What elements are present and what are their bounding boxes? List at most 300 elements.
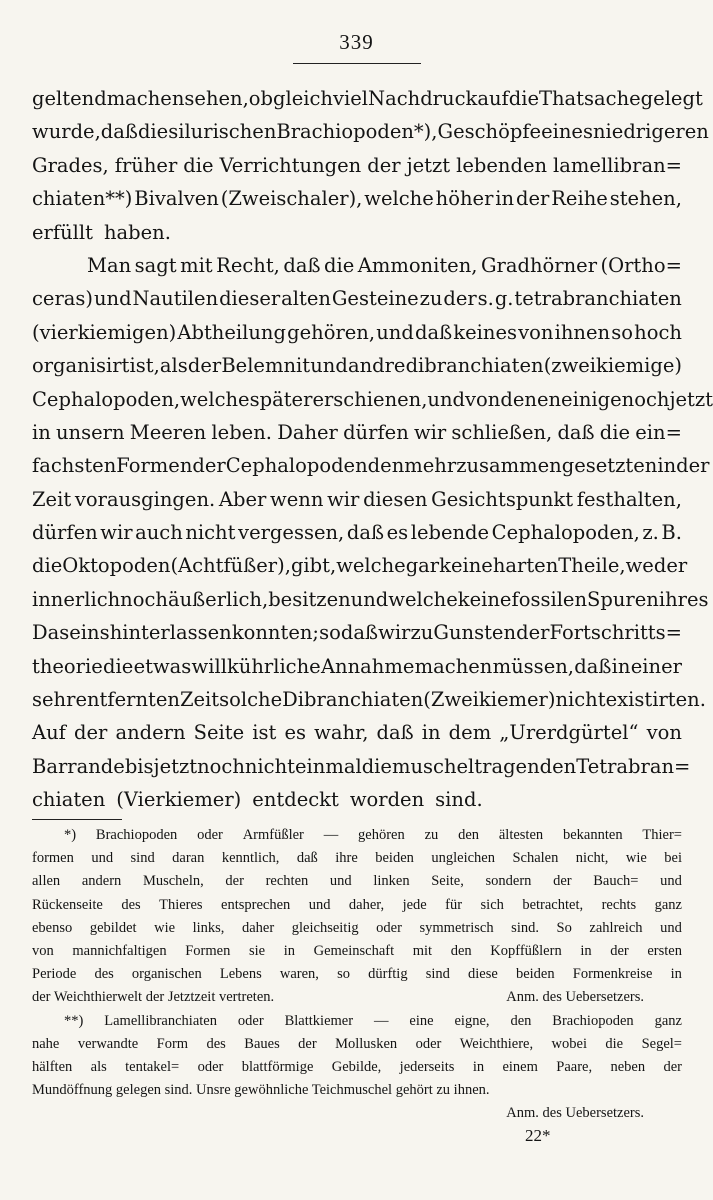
word: des <box>121 896 141 913</box>
word: Zeit <box>32 487 72 511</box>
word: es <box>386 521 409 545</box>
word: es <box>284 721 307 745</box>
word: Aber <box>218 487 267 511</box>
word: des <box>206 1035 226 1052</box>
word: gibt, <box>290 554 337 578</box>
word: jetzt <box>153 754 198 778</box>
word: ältesten <box>498 827 544 843</box>
word: erfüllt <box>32 220 93 244</box>
word: Thatsache <box>538 87 641 110</box>
word: daß <box>296 850 318 867</box>
footnote-line <box>32 1033 682 1056</box>
word: wir <box>100 521 133 545</box>
word: Gunsten <box>433 621 517 645</box>
word: denen <box>500 387 562 411</box>
word: entfernten <box>75 688 180 712</box>
text-line <box>32 115 709 148</box>
word: chiaten <box>32 788 106 812</box>
word: existirten. <box>605 688 706 712</box>
footnote-line <box>32 847 682 870</box>
word: Ammoniten, <box>357 253 478 277</box>
word: harten <box>492 554 559 578</box>
word: keines <box>453 320 517 344</box>
word: den <box>510 1012 532 1029</box>
word: Lamellibranchiaten <box>104 1012 217 1029</box>
word: ersten <box>647 942 682 959</box>
word: Lebens <box>219 966 262 983</box>
word: zahlreich <box>589 919 643 936</box>
footnote-line <box>32 824 682 847</box>
word: wir <box>378 621 411 645</box>
word: und <box>329 873 352 890</box>
word: konnten; <box>231 621 319 645</box>
word: von <box>32 942 54 959</box>
word: machen <box>106 87 185 110</box>
word: Segel= <box>641 1035 682 1052</box>
footnote-line <box>32 1056 682 1079</box>
word: daher, <box>348 896 385 913</box>
word: geltend <box>32 87 107 110</box>
word: daß <box>283 253 321 277</box>
word: dürftig <box>368 966 408 983</box>
word: welche <box>388 587 458 611</box>
word: sind <box>130 850 155 867</box>
word: die <box>103 654 134 678</box>
word: sehr <box>32 688 76 712</box>
word: die <box>605 1035 624 1052</box>
word: daß <box>100 120 138 144</box>
word: dibranchiaten <box>405 354 544 378</box>
word: Formen <box>185 942 231 959</box>
word: ein= <box>635 420 682 444</box>
footnote-line <box>32 1079 682 1102</box>
text-line <box>32 149 682 182</box>
word: Cephalopoden, <box>491 521 640 545</box>
word: und <box>91 850 114 867</box>
word: daß <box>376 721 414 745</box>
word: festhalten, <box>576 487 682 511</box>
word: keine <box>439 554 493 578</box>
word: und <box>376 320 414 344</box>
text-line <box>32 249 682 282</box>
word: Dibranchiaten <box>282 688 424 712</box>
word: Seite <box>193 721 245 745</box>
word: Cephalopoden <box>225 454 368 478</box>
word: Meeren <box>129 420 207 444</box>
word: daß <box>346 521 384 545</box>
word: ganz <box>654 1012 682 1029</box>
word: bekannten <box>562 827 623 843</box>
word: linken <box>373 873 410 890</box>
word: dem <box>448 721 492 745</box>
word: einige <box>561 387 622 411</box>
word: nicht <box>244 754 295 778</box>
word: Zeit <box>179 688 220 712</box>
text-line <box>32 316 682 349</box>
word: ihre <box>335 850 358 867</box>
word: Bauch= <box>593 873 639 890</box>
word: jede <box>402 896 427 913</box>
word: Seite, <box>431 873 464 890</box>
word: oder <box>415 1035 442 1052</box>
word: Brachiopoden*), <box>276 120 438 144</box>
word: für <box>445 896 463 913</box>
word: blattförmige <box>241 1058 314 1075</box>
word: Belemnit <box>221 354 311 378</box>
word: z. <box>642 521 659 545</box>
word: noch <box>120 587 168 611</box>
word: einmal <box>295 754 362 778</box>
word: hälften <box>32 1058 73 1075</box>
footnote-line <box>32 894 682 917</box>
footnote-text: der Weichthierwelt der Jetztzeit vertreten. <box>32 989 275 1006</box>
text-line <box>32 282 682 315</box>
word: hinterlassen <box>109 621 232 645</box>
word: einer <box>630 654 682 678</box>
word: erschienen, <box>312 387 428 411</box>
word: hoch <box>634 320 682 344</box>
word: g. <box>494 287 514 311</box>
word: organischen <box>131 966 202 983</box>
word: Formenkreise <box>572 966 653 983</box>
word: Thieres <box>159 896 203 913</box>
word: Man <box>87 253 132 277</box>
word: daß <box>340 621 379 645</box>
word: Thier= <box>642 827 682 843</box>
text-line <box>32 349 682 382</box>
word: zusammengesetzten <box>456 454 658 478</box>
word: Gemeinschaft <box>313 942 395 959</box>
word: von <box>465 387 501 411</box>
word: und <box>310 354 348 378</box>
word: äußerlich, <box>167 587 269 611</box>
word: Reihe <box>551 187 608 211</box>
word: symmetrisch <box>419 919 494 936</box>
word: links, <box>192 919 225 936</box>
footnote-line <box>32 917 682 940</box>
word: „Urerdgürtel“ <box>499 721 639 745</box>
word: mit <box>412 942 433 959</box>
word: machen <box>414 654 493 678</box>
word: alten <box>281 287 331 311</box>
word: und <box>660 919 682 936</box>
text-line <box>32 616 682 649</box>
word: sie <box>248 942 266 959</box>
word: viel <box>333 87 369 110</box>
word: Cephalopoden, <box>32 387 181 411</box>
footnote-line <box>32 1010 682 1033</box>
word: die <box>599 420 631 444</box>
word: (Achtfüßer), <box>170 554 291 578</box>
word: wie <box>154 919 176 936</box>
word: lebende <box>410 521 490 545</box>
word: wenn <box>270 487 324 511</box>
word: zu <box>410 621 434 645</box>
word: bis <box>124 754 154 778</box>
word: Paare, <box>556 1058 593 1075</box>
word: mehr <box>404 454 457 478</box>
word: welche <box>336 554 406 578</box>
word: und <box>308 896 331 913</box>
text-line <box>32 549 688 582</box>
word: Annahme <box>320 654 415 678</box>
word: weder <box>625 554 688 578</box>
word: diesen <box>363 487 428 511</box>
word: jetzt <box>669 387 713 411</box>
translator-note-signature: Anm. des Uebersetzers. <box>506 989 644 1006</box>
text-line <box>32 216 682 249</box>
word: dürfen <box>32 521 98 545</box>
word: allen <box>32 873 61 890</box>
word: Weichthiere, <box>459 1035 534 1052</box>
word: sehen, <box>184 87 249 110</box>
word: wie <box>625 850 647 867</box>
footnote-line <box>32 963 682 986</box>
word: nicht, <box>575 850 609 867</box>
text-line <box>32 650 682 683</box>
word: sagt <box>134 253 177 277</box>
text-line <box>32 750 691 783</box>
word: andern <box>115 721 186 745</box>
word: Baues <box>244 1035 280 1052</box>
word: (Ortho= <box>600 253 682 277</box>
footnote-line <box>32 986 682 1009</box>
word: die <box>32 554 63 578</box>
word: ihres <box>658 587 709 611</box>
word: (Zweikiemer) <box>423 688 556 712</box>
word: welche <box>364 187 434 211</box>
word: rechten <box>265 873 309 890</box>
word: der <box>298 1035 317 1052</box>
word: bei <box>664 850 682 867</box>
word: (Zweischaler), <box>220 187 363 211</box>
word: Formen <box>116 454 193 478</box>
word: der <box>516 621 550 645</box>
word: ist, <box>129 354 160 378</box>
word: der <box>443 287 477 311</box>
word: Geschöpfe <box>437 120 542 144</box>
word: welche <box>180 387 250 411</box>
word: Gesichtspunkt <box>431 487 574 511</box>
word: so <box>319 621 341 645</box>
word: gleichseitig <box>291 919 359 936</box>
word: Oktopoden <box>62 554 171 578</box>
word: nicht <box>185 521 236 545</box>
word: unsern <box>56 420 125 444</box>
word: Schalen <box>512 850 559 867</box>
word: lamellibran= <box>553 153 682 177</box>
word: Gradhörner <box>480 253 598 277</box>
word: müssen, <box>492 654 574 678</box>
word: eines <box>541 120 593 144</box>
word: sind <box>425 966 450 983</box>
word: Recht, <box>216 253 280 277</box>
word: oder <box>197 1058 224 1075</box>
word: fachsten <box>32 454 117 478</box>
word: von <box>646 721 682 745</box>
word: Spuren <box>587 587 659 611</box>
word: in <box>580 942 592 959</box>
word: lebenden <box>456 153 548 177</box>
footnotes <box>32 824 682 1125</box>
word: andre <box>347 354 406 378</box>
word: dieser <box>219 287 281 311</box>
word: von <box>518 320 554 344</box>
word: oder <box>197 827 223 843</box>
word: gehören, <box>287 320 376 344</box>
word: die <box>361 754 392 778</box>
word: *) <box>64 827 77 843</box>
word: ebenso <box>32 919 73 936</box>
word: in <box>283 942 295 959</box>
word: B. <box>661 521 682 545</box>
word: daß <box>557 420 595 444</box>
word: die <box>508 87 539 110</box>
word: Periode <box>32 966 77 983</box>
word: haben. <box>103 220 171 244</box>
word: kenntlich, <box>221 850 280 867</box>
word: s. <box>477 287 494 311</box>
word: willkührliche <box>191 654 321 678</box>
word: Fortschritts= <box>549 621 682 645</box>
word: auf <box>477 87 509 110</box>
word: mannichfaltigen <box>72 942 167 959</box>
word: jederseits <box>399 1058 455 1075</box>
word: vorausgingen. <box>74 487 216 511</box>
word: als <box>159 354 188 378</box>
word: und <box>427 387 466 411</box>
word: waren, <box>279 966 319 983</box>
word: diese <box>468 966 498 983</box>
word: der <box>225 873 244 890</box>
main-text <box>32 82 713 817</box>
word: nicht <box>555 688 606 712</box>
word: und <box>93 287 132 311</box>
word: Daseins <box>32 621 110 645</box>
word: in <box>421 721 441 745</box>
word: höher <box>435 187 494 211</box>
text-line <box>32 449 710 482</box>
word: Tetrabran= <box>576 754 691 778</box>
word: den <box>367 454 405 478</box>
word: — <box>373 1012 389 1029</box>
word: der <box>663 1058 682 1075</box>
word: Mollusken <box>335 1035 398 1052</box>
text-line <box>32 416 682 449</box>
text-line <box>32 383 713 416</box>
word: den <box>458 827 480 843</box>
word: einem <box>502 1058 538 1075</box>
word: (vierkiemigen) <box>32 320 177 344</box>
word: noch <box>197 754 245 778</box>
word: jetzt <box>406 153 451 177</box>
word: gehören <box>358 827 405 843</box>
word: zu <box>424 827 439 843</box>
word: betrachtet, <box>522 896 584 913</box>
word: Brachiopoden <box>95 827 178 843</box>
word: vergessen, <box>238 521 345 545</box>
word: früher <box>114 153 178 177</box>
word: wahr, <box>314 721 369 745</box>
word: organisirt <box>32 354 130 378</box>
word: silurischen <box>168 120 277 144</box>
word: andern <box>81 873 122 890</box>
word: Grades, <box>32 153 109 177</box>
word: (zweikiemige) <box>543 354 682 378</box>
word: daß <box>574 654 612 678</box>
footnote-line <box>32 940 682 963</box>
word: ihnen <box>554 320 611 344</box>
word: wir <box>327 487 360 511</box>
text-line <box>32 182 682 215</box>
word: in <box>611 654 631 678</box>
word: rechts <box>601 896 637 913</box>
word: wobei <box>551 1035 587 1052</box>
word: sind. <box>435 788 483 812</box>
word: — <box>323 827 339 843</box>
text-line <box>32 783 682 816</box>
word: zu <box>419 287 443 311</box>
word: entdeckt <box>252 788 339 812</box>
word: oder <box>237 1012 264 1029</box>
word: keine <box>457 587 512 611</box>
word: Blattkiemer <box>284 1012 354 1029</box>
word: fossilen <box>511 587 588 611</box>
word: Bivalven <box>134 187 219 211</box>
word: noch <box>621 387 670 411</box>
word: der <box>610 942 629 959</box>
word: dürfen <box>343 420 409 444</box>
word: eine <box>409 1012 434 1029</box>
word: in <box>495 187 515 211</box>
word: tetrabranchiaten <box>514 287 682 311</box>
word: der <box>73 721 108 745</box>
word: daß <box>415 320 453 344</box>
word: der <box>187 354 222 378</box>
signature-mark: 22* <box>525 1126 551 1145</box>
word: die <box>183 153 214 177</box>
word: der <box>676 454 710 478</box>
page-number: 339 <box>339 30 374 54</box>
word: und <box>660 873 682 890</box>
word: Nautilen <box>132 287 219 311</box>
word: Brachiopoden <box>552 1012 634 1029</box>
word: als <box>90 1058 107 1075</box>
footnote-text: Mundöffnung gelegen sind. Unsre gewöhnliche Teichmuschel gehört zu ihnen. <box>32 1082 490 1099</box>
word: Armfüßler <box>242 827 304 843</box>
word: daher <box>242 919 275 936</box>
word: muscheltragenden <box>391 754 577 778</box>
word: ganz <box>654 896 682 913</box>
word: leben. <box>211 420 272 444</box>
word: so <box>337 966 350 983</box>
word: besitzen <box>268 587 351 611</box>
word: verwandte <box>77 1035 139 1052</box>
word: ceras) <box>32 287 94 311</box>
word: später <box>249 387 313 411</box>
word: in <box>32 420 51 444</box>
word: Auf <box>32 721 66 745</box>
word: gar <box>405 554 440 578</box>
word: Kopffüßlern <box>490 942 562 959</box>
word: Theile, <box>558 554 626 578</box>
word: daran <box>172 850 205 867</box>
word: Gebilde, <box>331 1058 382 1075</box>
word: innerlich <box>32 587 121 611</box>
word: ungleichen <box>431 850 495 867</box>
word: neben <box>610 1058 646 1075</box>
word: worden <box>349 788 425 812</box>
